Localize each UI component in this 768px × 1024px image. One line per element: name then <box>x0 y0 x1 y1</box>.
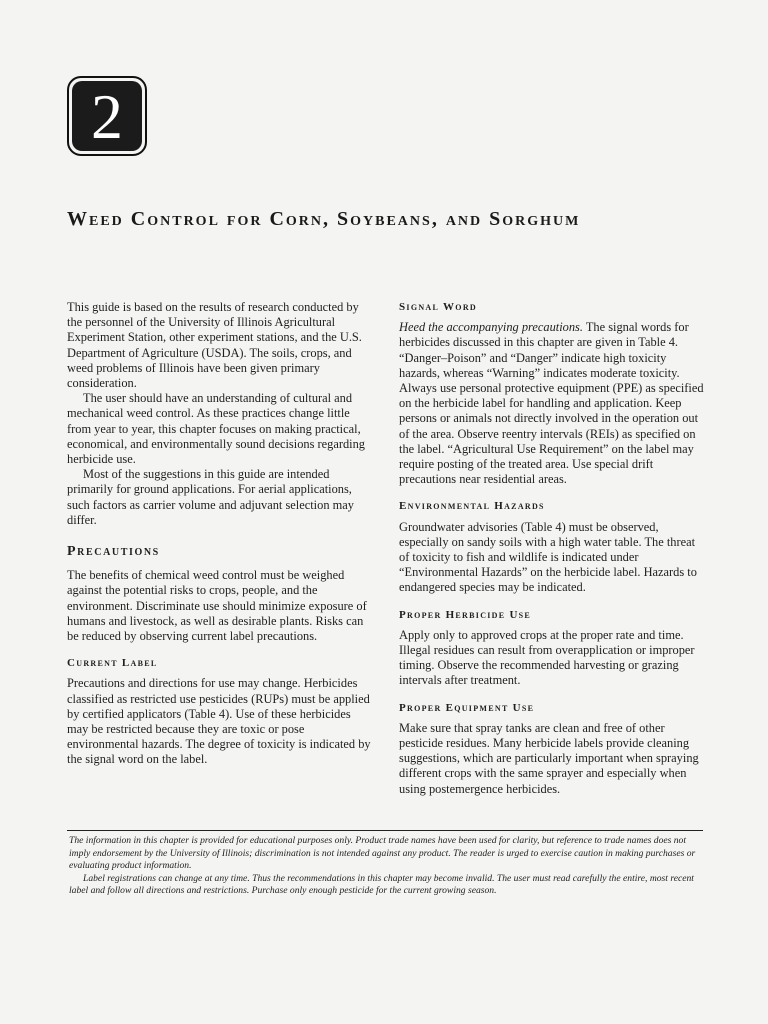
intro-paragraph-1: This guide is based on the results of research conducted by the personnel of the University of Illinois Agricultural Experiment Station, other experiment stations, and the U.S. Department of Agriculture (USDA). The soils, crops, and weed problems of Illinois have been given primary consideration. <box>67 300 362 391</box>
current-label-heading: Current Label <box>67 657 158 670</box>
proper-equipment-use-text: Make sure that spray tanks are clean and free of other pesticide residues. Many herbicide labels provide cleaning suggestions, which are particularly important when spraying different crops with the same sprayer and especially when using postemergence herbicides. <box>399 720 699 796</box>
chapter-number-badge <box>67 76 147 156</box>
footnote-paragraph-2: Label registrations can change at any time. Thus the recommendations in this chapter may become invalid. The user must read carefully the entire, most recent label and follow all directions and restrictions. Purchase only enough pesticide for the current growing season. <box>69 872 694 897</box>
signal-word-text: The signal words for herbicides discussed in this chapter are given in Table 4. “Danger–Poison” and “Danger” indicate high toxicity hazards, whereas “Warning” indicates moderate toxicity. Always use personal protective equipment (PPE) as specified on the herbicide label for handling and application. Keep persons or animals not directly involved in the operation out of the area. Observe reentry intervals (REIs) as specified on the label. “Agricultural Use Requirement” on the label may require posting of the treated area. Use special drift precautions near residential areas. <box>399 320 704 487</box>
intro-paragraph-3: Most of the suggestions in this guide are intended primarily for ground applications. For aerial applications, such factors as carrier volume and adjuvant selection may differ. <box>67 467 354 527</box>
footnote-paragraph-1: The information in this chapter is provided for educational purposes only. Product trade names have been used for clarity, but reference to trade names does not imply endorsement by the University of Illinois; discrimination is not intended against any product. The reader is urged to exercise caution in making purchases or evaluating product information. <box>69 835 696 872</box>
left-column <box>67 300 372 768</box>
intro-paragraph-2: The user should have an understanding of cultural and mechanical weed control. As these practices change little from year to year, this chapter focuses on making practical, economical, and environmentally sound decisions regarding herbicide use. <box>67 391 365 467</box>
precautions-heading: Precautions <box>67 544 160 560</box>
proper-equipment-use-heading: Proper Equipment Use <box>399 701 535 714</box>
footnote-divider <box>67 830 703 831</box>
signal-word-heading: Signal Word <box>399 301 477 313</box>
environmental-hazards-heading: Environmental Hazards <box>399 500 545 513</box>
signal-word-paragraph <box>399 320 704 487</box>
precautions-text: The benefits of chemical weed control must be weighed against the potential risks to crops, people, and the environment. Discriminate use should minimize exposure of humans and livestock, as well as desirable plants. Risks can be reduced by observing current label precautions. <box>67 568 367 644</box>
footnote <box>69 835 705 898</box>
chapter-number: 2 <box>72 81 142 151</box>
proper-herbicide-use-heading: Proper Herbicide Use <box>399 608 532 621</box>
chapter-title: Weed Control for Corn, Soybeans, and Sorghum <box>67 208 581 230</box>
proper-herbicide-use-text: Apply only to approved crops at the proper rate and time. Illegal residues can result from overapplication or improper timing. Observe the recommended harvesting or grazing intervals after treatment. <box>399 627 695 688</box>
signal-word-lead: Heed the accompanying precautions. <box>399 320 583 335</box>
environmental-hazards-text: Groundwater advisories (Table 4) must be observed, especially on sandy soils with a high water table. The threat of toxicity to fish and wildlife is indicated under “Environmental Hazards” on the herbicide label. Hazards to endangered species may be indicated. <box>399 519 697 595</box>
right-column <box>399 300 704 797</box>
current-label-text: Precautions and directions for use may change. Herbicides classified as restricted use pesticides (RUPs) must be applied by certified applicators (Table 4). Use of these herbicides may be restricted because they are toxic or pose environmental hazards. The degree of toxicity is indicated by the signal word on the label. <box>67 676 371 767</box>
